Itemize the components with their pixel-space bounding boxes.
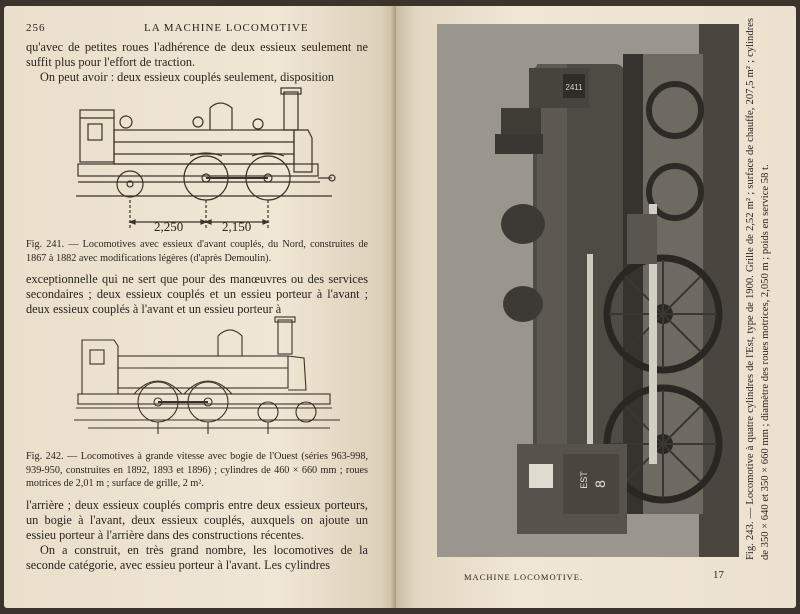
locomotive-photo [437, 24, 739, 557]
boiler [114, 130, 294, 164]
locomotive-photo-drawing [437, 24, 739, 557]
figure-241-dimension-2: 2,150 [222, 219, 252, 234]
paragraph: exceptionnelle qui ne sert que pour des manœuvres ou des services secondaires ; deux essieux couplés et un essieu porteur à l'avant ; deux essieux couplés à l'avant et un essieu porteur à [26, 272, 368, 316]
figure-243-caption-box [744, 18, 788, 560]
footer-number: 17 [713, 569, 724, 581]
figure-241-drawing [70, 86, 350, 236]
text-block-middle [26, 272, 368, 317]
figure-242-drawing [68, 316, 352, 440]
cab-number: 8 [592, 480, 608, 488]
figure-242-caption: Fig. 242. — Locomotives à grande vitesse avec bogie de l'Ouest (séries 963-998, 939-950, construites en 1892, 1893 et 1896) ; cylindres de 460 × 660 mm ; roues motrices de 2,01 m ; surface de grille, 2 m². [26, 451, 368, 489]
running-head-title: LA MACHINE LOCOMOTIVE [144, 22, 309, 34]
bogie-wheel [296, 402, 316, 422]
right-page-footer [464, 569, 724, 582]
frame [78, 164, 318, 176]
smokebox-number: 2411 [565, 83, 583, 92]
cab [82, 340, 118, 394]
figure-243-caption: Fig. 243. — Locomotive à quatre cylindres de l'Est, type de 1900. Grille de 2,52 m² ; surface de chauffe, 207,5 m² ; cylindres de 350 × 640 et 350 × 660 mm ; diamètre des roues motrices, 2,050 m ; poids en service 58 t. [745, 18, 771, 560]
steam-dome [210, 103, 232, 130]
text-block-top [26, 40, 368, 85]
page-number-left: 256 [26, 22, 46, 34]
chimney [278, 320, 292, 354]
paragraph: On a construit, en très grand nombre, les locomotives de la seconde catégorie, avec essieu porteur à l'avant. Les cylindres [26, 543, 368, 572]
cab-marking: EST [579, 471, 589, 489]
cab-window [529, 464, 553, 488]
paragraph: l'arrière ; deux essieux couplés compris entre deux essieux porteurs, un bogie à l'avant, deux essieux couplés, auxquels on ajoute un essieu porteur à l'arrière dans des constructions récentes. [26, 498, 368, 542]
footer-title: MACHINE LOCOMOTIVE. [464, 572, 584, 582]
wheel [117, 171, 143, 197]
steam-dome [218, 330, 242, 356]
chimney [284, 92, 298, 130]
paragraph: qu'avec de petites roues l'adhérence de deux essieux seulement ne suffit plus pour l'effort de traction. [26, 40, 368, 69]
text-block-bottom [26, 498, 368, 573]
figure-241-dimension-1: 2,250 [154, 219, 184, 234]
chimney [501, 108, 541, 138]
figure-241-caption: Fig. 241. — Locomotives avec essieux d'avant couplés, du Nord, construites de 1867 à 1882 avec modifications légères (d'après Demoulin). [26, 239, 368, 264]
paragraph: On peut avoir : deux essieux couplés seulement, disposition [40, 70, 335, 84]
cylinder [627, 214, 657, 264]
bogie-wheel [258, 402, 278, 422]
steam-dome [501, 204, 545, 244]
